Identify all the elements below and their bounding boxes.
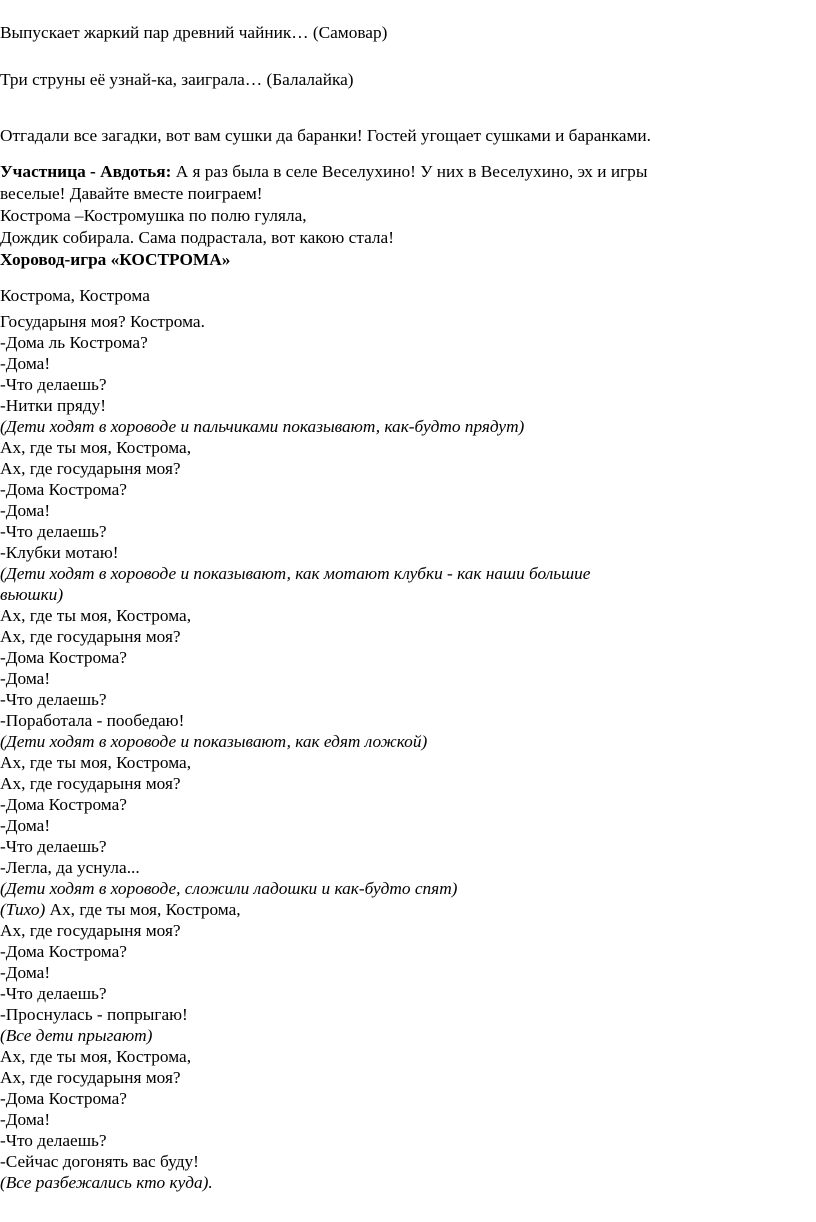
intro-text: Отгадали все загадки, вот вам сушки да баранки! Гостей угощает сушками и баранками. <box>0 126 651 145</box>
song-line: -Дома! <box>0 354 51 373</box>
song-line: Ах, где государыня моя? <box>0 627 181 646</box>
song-line: Ах, где ты моя, Кострома, <box>0 1047 192 1066</box>
song-line: Ах, где ты моя, Кострома, <box>0 438 192 457</box>
song-line: -Дома ль Кострома? <box>0 333 148 352</box>
song-line: -Нитки пряду! <box>0 396 107 415</box>
quiet-label: (Тихо) <box>0 900 46 919</box>
song-line: Ах, где государыня моя? <box>0 921 181 940</box>
song-line: -Дома Кострома? <box>0 1089 127 1108</box>
stage-direction: (Дети ходят в хороводе и пальчиками показывают, как-будто прядут) <box>0 417 525 436</box>
song-line: -Дома! <box>0 816 51 835</box>
song-line: -Легла, да уснула... <box>0 858 140 877</box>
song-line: -Что делаешь? <box>0 522 107 541</box>
riddle-1: Выпускает жаркий пар древний чайник… (Самовар) <box>0 23 388 42</box>
song-line: -Дома Кострома? <box>0 480 127 499</box>
stage-direction: (Дети ходят в хороводе, сложили ладошки и как-будто спят) <box>0 879 458 898</box>
speaker-text-2: веселые! Давайте вместе поиграем! <box>0 184 263 203</box>
stage-direction: (Все дети прыгают) <box>0 1026 153 1045</box>
song-line: -Дома Кострома? <box>0 795 127 814</box>
song-line: -Дома! <box>0 669 51 688</box>
speaker-text-1: А я раз была в селе Веселухино! У них в Веселухино, эх и игры <box>171 162 648 181</box>
song-line: -Что делаешь? <box>0 1131 107 1150</box>
rhyme-line-1: Кострома –Костромушка по полю гуляла, <box>0 206 307 225</box>
song-line: -Что делаешь? <box>0 690 107 709</box>
song-line: -Дома! <box>0 963 51 982</box>
speaker-line <box>0 161 647 182</box>
song-line: -Дома Кострома? <box>0 648 127 667</box>
song-line: Ах, где государыня моя? <box>0 459 181 478</box>
quiet-text: Ах, где ты моя, Кострома, <box>45 900 241 919</box>
stage-direction: (Все разбежались кто куда). <box>0 1173 213 1192</box>
stage-direction: вьюшки) <box>0 585 64 604</box>
song-line: Ах, где государыня моя? <box>0 1068 181 1087</box>
song-line: -Дома Кострома? <box>0 942 127 961</box>
game-title: Хоровод-игра «КОСТРОМА» <box>0 250 231 269</box>
song-line: -Сейчас догонять вас буду! <box>0 1152 199 1171</box>
stage-direction: (Дети ходят в хороводе и показывают, как мотают клубки - как наши большие <box>0 564 591 583</box>
song-line: -Что делаешь? <box>0 837 107 856</box>
rhyme-line-2: Дождик собирала. Сама подрастала, вот какою стала! <box>0 228 394 247</box>
song-line: -Дома! <box>0 501 51 520</box>
song-line: Ах, где государыня моя? <box>0 774 181 793</box>
song-line: Ах, где ты моя, Кострома, <box>0 606 192 625</box>
stage-direction: (Дети ходят в хороводе и показывают, как едят ложкой) <box>0 732 428 751</box>
song-line: Государыня моя? Кострома. <box>0 312 205 331</box>
song-line: -Что делаешь? <box>0 375 107 394</box>
song-line: -Проснулась - попрыгаю! <box>0 1005 188 1024</box>
song-line: -Дома! <box>0 1110 51 1129</box>
song-line: -Клубки мотаю! <box>0 543 119 562</box>
speaker-label: Участница - Авдотья: <box>0 162 172 181</box>
song-line: Ах, где ты моя, Кострома, <box>0 753 192 772</box>
song-opening: Кострома, Кострома <box>0 286 150 305</box>
riddle-2: Три струны её узнай-ка, заиграла… (Балалайка) <box>0 70 354 89</box>
song-line: -Поработала - пообедаю! <box>0 711 185 730</box>
song-line: -Что делаешь? <box>0 984 107 1003</box>
quiet-line <box>0 899 241 920</box>
